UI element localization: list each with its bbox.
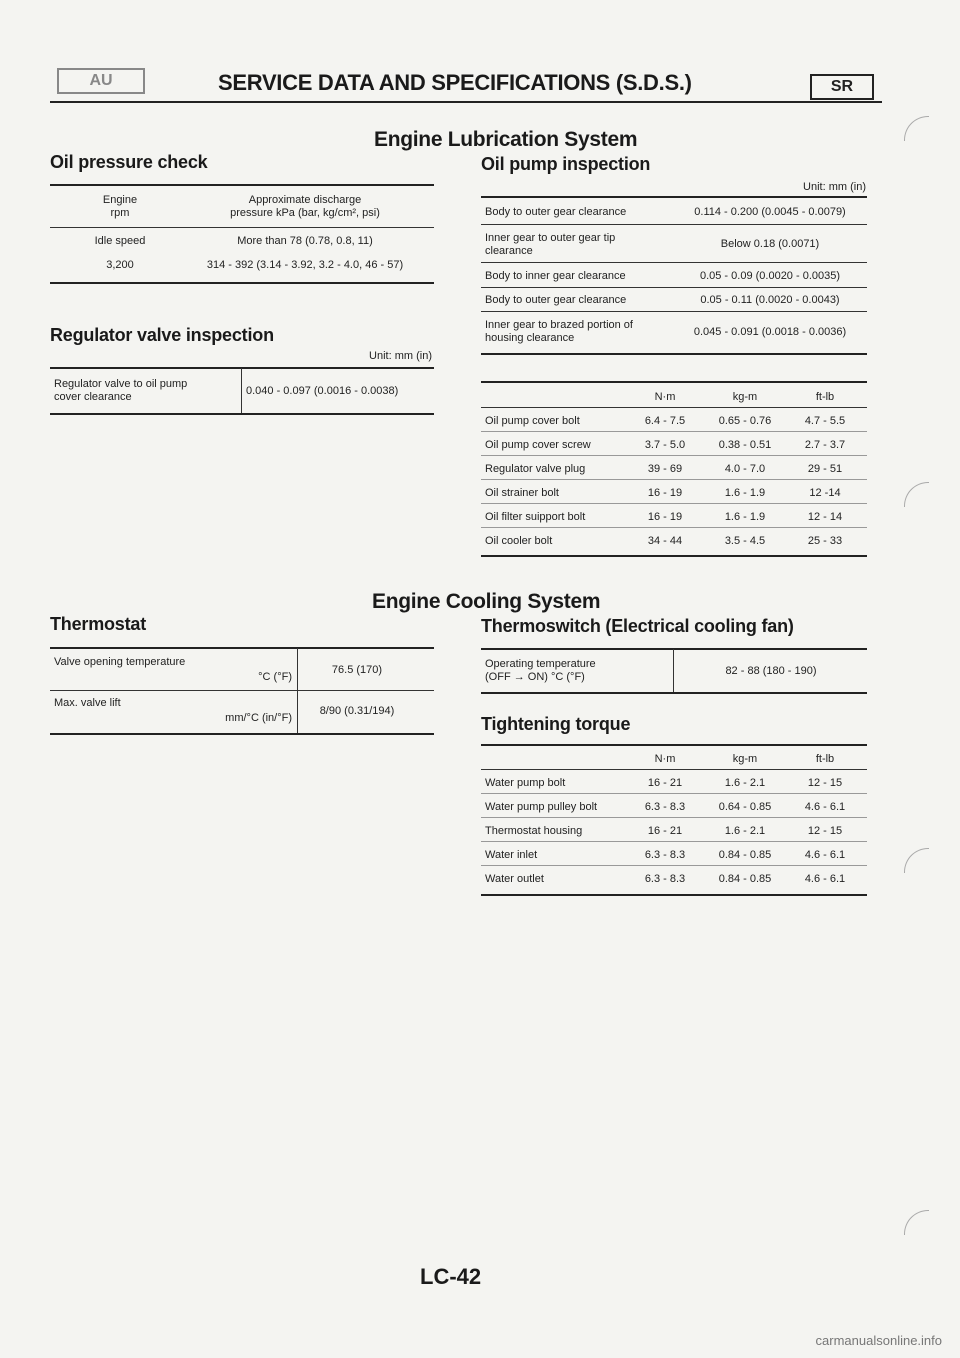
lube-torque-nm: 34 - 44 xyxy=(647,535,683,547)
oil-pressure-col-discharge-header: Approximate discharge pressure kPa (bar, kg/cm², psi) xyxy=(230,194,380,219)
thermostat-row-unit: °C (°F) xyxy=(258,671,292,683)
oil-pump-row-rule xyxy=(481,262,867,263)
oil-pump-inspection-title: Oil pump inspection xyxy=(481,154,651,174)
oil-pump-row-label: Body to outer gear clearance xyxy=(485,206,627,218)
oil-pump-row-value: 0.045 - 0.091 (0.0018 - 0.0036) xyxy=(693,326,847,338)
regulator-value: 0.040 - 0.097 (0.0016 - 0.0038) xyxy=(246,385,399,397)
thermoswitch-divider xyxy=(673,649,674,693)
cool-torque-header-ftlb: ft-lb xyxy=(815,753,835,765)
lube-torque-header-ftlb: ft-lb xyxy=(815,391,835,403)
lube-torque-item: Oil pump cover screw xyxy=(485,439,591,451)
oil-pump-row-label: Body to outer gear clearance xyxy=(485,294,627,306)
lube-torque-item: Oil filter suipport bolt xyxy=(485,511,586,523)
oil-pressure-value-idle: More than 78 (0.78, 0.8, 11) xyxy=(237,235,373,247)
header-rule xyxy=(50,101,882,103)
lube-torque-row-rule xyxy=(481,431,867,432)
cool-torque-kgm: 1.6 - 2.1 xyxy=(724,825,766,837)
thermostat-row-label: Valve opening temperature xyxy=(54,656,186,668)
lube-torque-nm: 16 - 19 xyxy=(647,511,683,523)
binder-hole-mark xyxy=(904,848,929,873)
lube-torque-nm: 16 - 19 xyxy=(647,487,683,499)
lube-torque-ftlb: 29 - 51 xyxy=(807,463,843,475)
cool-torque-ftlb: 4.6 - 6.1 xyxy=(804,849,846,861)
oil-pump-unit: Unit: mm (in) xyxy=(803,181,866,193)
watermark: carmanualsonline.info xyxy=(815,1333,942,1348)
cool-torque-nm: 6.3 - 8.3 xyxy=(644,801,686,813)
cool-torque-top-rule xyxy=(481,744,867,746)
lube-torque-header-kgm: kg-m xyxy=(732,391,758,403)
lube-torque-row-rule xyxy=(481,503,867,504)
cool-torque-row-rule xyxy=(481,793,867,794)
thermoswitch-top-rule xyxy=(481,648,867,650)
lube-torque-ftlb: 4.7 - 5.5 xyxy=(804,415,846,427)
oil-pump-row-rule xyxy=(481,311,867,312)
section-code-badge: AU xyxy=(57,68,145,94)
lube-torque-kgm: 3.5 - 4.5 xyxy=(724,535,766,547)
lube-torque-row-rule xyxy=(481,527,867,528)
cool-torque-item: Water pump pulley bolt xyxy=(485,801,598,813)
cool-torque-bottom-rule xyxy=(481,894,867,896)
cool-torque-ftlb: 12 - 15 xyxy=(807,825,843,837)
cool-torque-ftlb: 4.6 - 6.1 xyxy=(804,873,846,885)
regulator-divider xyxy=(241,368,242,414)
binder-hole-mark xyxy=(904,1210,929,1235)
thermostat-title: Thermostat xyxy=(50,614,147,634)
lube-torque-item: Oil strainer bolt xyxy=(485,487,559,499)
lube-torque-ftlb: 25 - 33 xyxy=(807,535,843,547)
cool-torque-nm: 16 - 21 xyxy=(647,777,683,789)
page-number: LC-42 xyxy=(420,1264,482,1289)
thermoswitch-bottom-rule xyxy=(481,692,867,694)
cool-torque-kgm: 1.6 - 2.1 xyxy=(724,777,766,789)
cool-torque-kgm: 0.84 - 0.85 xyxy=(718,849,772,861)
regulator-label: Regulator valve to oil pump cover clearance xyxy=(54,378,188,403)
cool-torque-nm: 6.3 - 8.3 xyxy=(644,849,686,861)
oil-pump-row-label: Body to inner gear clearance xyxy=(485,270,626,282)
cool-torque-row-rule xyxy=(481,865,867,866)
binder-hole-mark xyxy=(904,482,929,507)
engine-code-badge: SR xyxy=(810,74,874,100)
oil-pressure-top-rule xyxy=(50,184,434,186)
lube-torque-item: Oil pump cover bolt xyxy=(485,415,580,427)
oil-pressure-rpm-idle: Idle speed xyxy=(94,235,146,247)
lube-torque-ftlb: 2.7 - 3.7 xyxy=(804,439,846,451)
regulator-unit: Unit: mm (in) xyxy=(369,350,432,362)
lube-torque-ftlb: 12 - 14 xyxy=(807,511,843,523)
oil-pump-row-value: Below 0.18 (0.0071) xyxy=(720,238,820,250)
cooling-section-title: Engine Cooling System xyxy=(372,590,601,613)
cool-torque-nm: 6.3 - 8.3 xyxy=(644,873,686,885)
lube-torque-kgm: 0.65 - 0.76 xyxy=(718,415,772,427)
oil-pump-row-value: 0.114 - 0.200 (0.0045 - 0.0079) xyxy=(694,206,846,218)
oil-pump-row-rule xyxy=(481,287,867,288)
lubrication-section-title: Engine Lubrication System xyxy=(374,128,638,151)
cool-torque-item: Water inlet xyxy=(485,849,538,861)
thermostat-row-unit: mm/°C (in/°F) xyxy=(225,712,292,724)
oil-pump-top-rule xyxy=(481,196,867,198)
regulator-bottom-rule xyxy=(50,413,434,415)
cool-torque-nm: 16 - 21 xyxy=(647,825,683,837)
cool-torque-ftlb: 4.6 - 6.1 xyxy=(804,801,846,813)
thermostat-row-value: 76.5 (170) xyxy=(331,664,383,676)
oil-pump-bottom-rule xyxy=(481,353,867,355)
lube-torque-header-rule xyxy=(481,407,867,408)
thermoswitch-label: Operating temperature (OFF → ON) °C (°F) xyxy=(485,658,596,683)
regulator-top-rule xyxy=(50,367,434,369)
page-header-title: SERVICE DATA AND SPECIFICATIONS (S.D.S.) xyxy=(218,70,692,95)
cool-torque-header-rule xyxy=(481,769,867,770)
lube-torque-bottom-rule xyxy=(481,555,867,557)
thermostat-divider xyxy=(297,648,298,734)
oil-pressure-bottom-rule xyxy=(50,282,434,284)
oil-pressure-value-3200: 314 - 392 (3.14 - 3.92, 3.2 - 4.0, 46 - 57) xyxy=(206,259,404,271)
lube-torque-top-rule xyxy=(481,381,867,383)
cool-torque-ftlb: 12 - 15 xyxy=(807,777,843,789)
thermostat-row-rule xyxy=(50,690,434,691)
lube-torque-header-nm: N·m xyxy=(654,391,676,403)
cool-torque-header-nm: N·m xyxy=(654,753,676,765)
lube-torque-item: Regulator valve plug xyxy=(485,463,586,475)
thermoswitch-title: Thermoswitch (Electrical cooling fan) xyxy=(481,616,794,636)
cool-torque-item: Water pump bolt xyxy=(485,777,566,789)
thermostat-top-rule xyxy=(50,647,434,649)
oil-pump-row-value: 0.05 - 0.09 (0.0020 - 0.0035) xyxy=(699,270,841,282)
cool-torque-item: Water outlet xyxy=(485,873,544,885)
binder-hole-mark xyxy=(904,116,929,141)
oil-pressure-rpm-3200: 3,200 xyxy=(106,259,134,271)
lube-torque-kgm: 1.6 - 1.9 xyxy=(724,487,766,499)
lube-torque-kgm: 4.0 - 7.0 xyxy=(724,463,766,475)
lube-torque-kgm: 0.38 - 0.51 xyxy=(718,439,772,451)
thermoswitch-value: 82 - 88 (180 - 190) xyxy=(725,665,817,677)
lube-torque-nm: 3.7 - 5.0 xyxy=(644,439,686,451)
cool-torque-item: Thermostat housing xyxy=(485,825,583,837)
lube-torque-nm: 39 - 69 xyxy=(647,463,683,475)
lube-torque-nm: 6.4 - 7.5 xyxy=(644,415,686,427)
cool-torque-row-rule xyxy=(481,841,867,842)
cool-torque-kgm: 0.84 - 0.85 xyxy=(718,873,772,885)
thermostat-row-label: Max. valve lift xyxy=(54,697,121,709)
oil-pump-row-label: Inner gear to brazed portion of housing clearance xyxy=(485,319,633,344)
oil-pressure-col-rpm-header: Engine rpm xyxy=(102,194,138,219)
oil-pressure-header-rule xyxy=(50,227,434,228)
regulator-valve-title: Regulator valve inspection xyxy=(50,325,274,345)
oil-pump-row-value: 0.05 - 0.11 (0.0020 - 0.0043) xyxy=(700,294,840,306)
cool-torque-row-rule xyxy=(481,817,867,818)
cool-torque-header-kgm: kg-m xyxy=(732,753,758,765)
lube-torque-item: Oil cooler bolt xyxy=(485,535,553,547)
oil-pressure-title: Oil pressure check xyxy=(50,152,208,172)
oil-pump-row-label: Inner gear to outer gear tip clearance xyxy=(485,232,616,257)
lube-torque-row-rule xyxy=(481,455,867,456)
tightening-torque-title: Tightening torque xyxy=(481,714,631,734)
cool-torque-kgm: 0.64 - 0.85 xyxy=(718,801,772,813)
lube-torque-ftlb: 12 -14 xyxy=(809,487,841,499)
oil-pump-row-rule xyxy=(481,224,867,225)
lube-torque-row-rule xyxy=(481,479,867,480)
lube-torque-kgm: 1.6 - 1.9 xyxy=(724,511,766,523)
thermostat-row-value: 8/90 (0.31/194) xyxy=(319,705,395,717)
thermostat-bottom-rule xyxy=(50,733,434,735)
